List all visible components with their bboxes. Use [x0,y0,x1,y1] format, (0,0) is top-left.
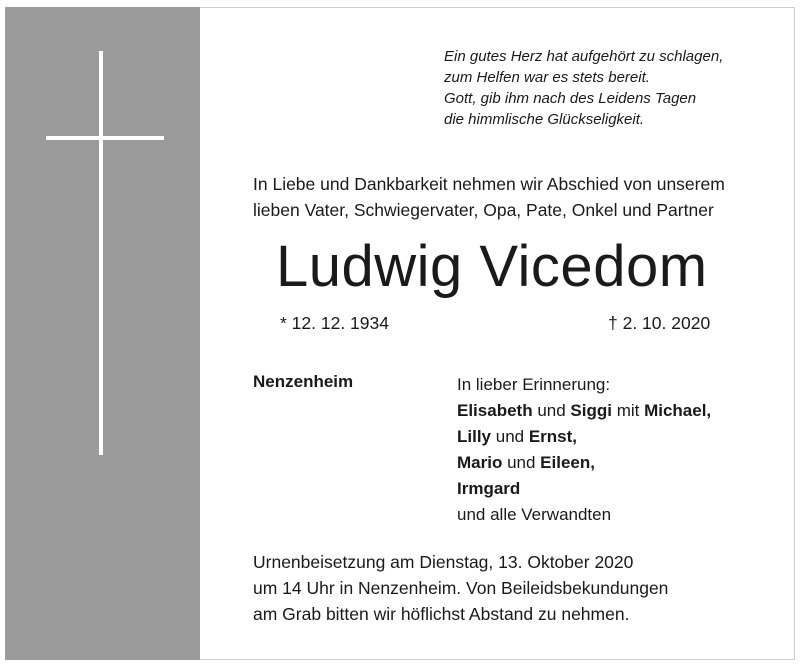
mourner-name: Lilly [457,427,492,446]
connector: und [532,401,571,420]
grey-sidebar [5,7,200,660]
mourners-line [457,424,711,450]
memorial-poem [444,46,723,130]
burial-line: Urnenbeisetzung am Dienstag, 13. Oktober 2020 [253,552,634,572]
connector: mit [611,401,645,420]
mourners-closing: und alle Verwandten [457,505,612,524]
place-name: Nenzenheim [253,372,354,391]
birth-date: * 12. 12. 1934 [280,313,389,333]
mourners-line [457,450,711,476]
connector: und [491,427,529,446]
intro-line: lieben Vater, Schwiegervater, Opa, Pate, Onkel und Partner [253,200,714,220]
cross-vertical-bar [99,51,103,455]
mourner-name: Michael, [644,401,712,420]
burial-notice [253,549,668,627]
poem-line: zum Helfen war es stets bereit. [444,69,650,86]
connector: und [502,453,541,472]
mourner-name: Irmgard [457,479,521,498]
mourners-heading: In lieber Erinnerung: [457,375,611,394]
poem-line: die himmlische Glückseligkeit. [444,111,645,128]
mourner-name: Elisabeth [457,401,533,420]
farewell-intro [253,171,725,223]
mourner-name: Siggi [570,401,612,420]
mourner-name: Eileen, [540,453,595,472]
mourner-name: Ernst, [528,427,578,446]
burial-line: am Grab bitten wir höflichst Abstand zu nehmen. [253,604,630,624]
death-date: † 2. 10. 2020 [608,313,711,333]
intro-line: In Liebe und Dankbarkeit nehmen wir Abschied von unserem [253,174,725,194]
poem-line: Ein gutes Herz hat aufgehört zu schlagen, [444,48,724,65]
deceased-name: Ludwig Vicedom [276,234,708,299]
mourners-line [457,398,711,424]
mourners-line [457,476,711,502]
poem-line: Gott, gib ihm nach des Leidens Tagen [444,90,697,107]
burial-line: um 14 Uhr in Nenzenheim. Von Beileidsbekundungen [253,578,669,598]
mourner-name: Mario [457,453,503,472]
cross-horizontal-bar [46,136,164,140]
mourners-list [457,372,711,528]
